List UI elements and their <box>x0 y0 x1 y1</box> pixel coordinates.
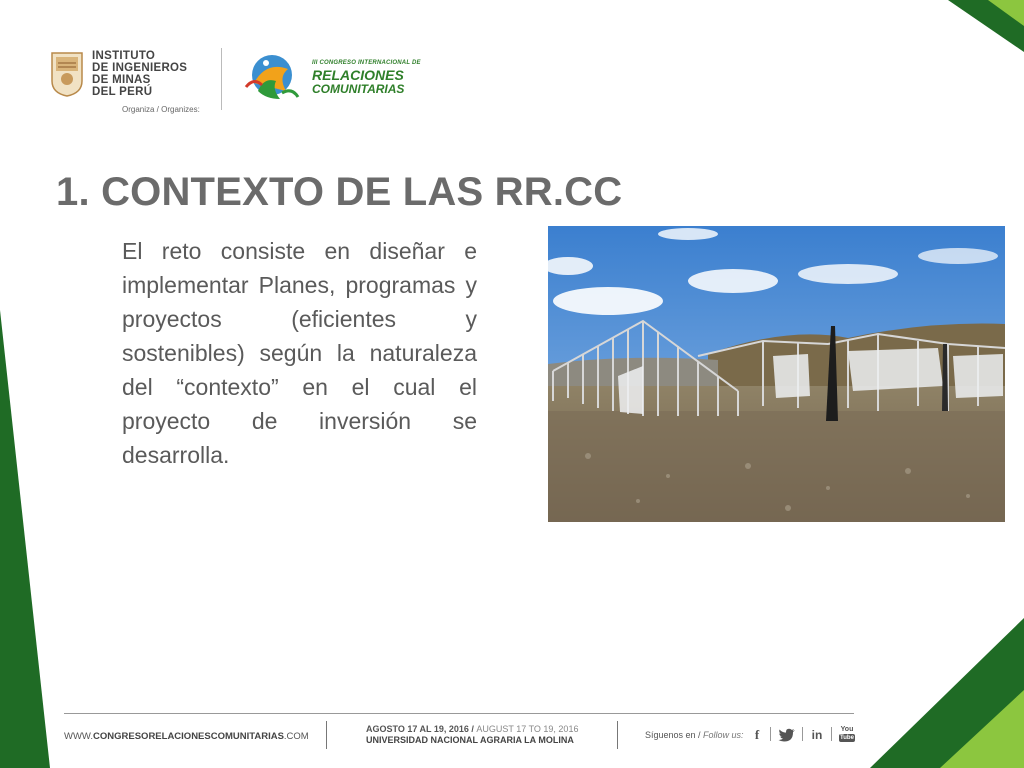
social-separator <box>831 727 832 741</box>
iimp-name-line: DE MINAS <box>92 74 151 86</box>
footer-rule <box>64 713 854 714</box>
iimp-name-line: INSTITUTO <box>92 50 156 62</box>
social-separator <box>770 727 771 741</box>
follow-us-es: Síguenos en / <box>645 730 704 740</box>
website-main: CONGRESORELACIONESCOMUNITARIAS <box>93 731 284 742</box>
event-dates <box>366 724 578 734</box>
greenhouse-landscape-photo <box>548 226 1005 522</box>
footer-separator <box>617 721 618 749</box>
facebook-icon[interactable]: f <box>754 727 760 742</box>
follow-us-label <box>645 730 744 740</box>
event-dates-es: AGOSTO 17 AL 19, 2016 / <box>366 724 477 734</box>
slide-body-text: El reto consiste en diseñar e implementar Planes, programas y proyectos (eficientes y sostenibles) según la naturaleza del “contexto” en el cual el proyecto de inversión se desarrolla. <box>122 238 477 468</box>
youtube-icon-top: You <box>840 726 854 733</box>
iimp-crest-logo <box>50 51 84 97</box>
event-venue: UNIVERSIDAD NACIONAL AGRARIA LA MOLINA <box>366 735 574 745</box>
website-link[interactable] <box>64 731 309 742</box>
congress-edition: III CONGRESO INTERNACIONAL DE <box>312 60 421 66</box>
iimp-name-line: DE INGENIEROS <box>92 62 188 74</box>
congress-name-line2: COMUNITARIAS <box>312 82 405 96</box>
linkedin-icon[interactable]: in <box>811 728 823 742</box>
header-divider <box>221 48 222 110</box>
congress-name-line1: RELACIONES <box>312 67 404 83</box>
twitter-icon[interactable] <box>778 728 796 742</box>
organizes-label: Organiza / Organizes: <box>122 105 200 114</box>
youtube-icon-bottom: Tube <box>840 735 854 741</box>
footer-separator <box>326 721 327 749</box>
website-prefix: WWW. <box>64 731 94 742</box>
iimp-name-line: DEL PERÚ <box>92 86 153 98</box>
iimp-name <box>92 50 187 98</box>
website-suffix: .COM <box>283 731 309 742</box>
youtube-icon[interactable] <box>839 726 855 744</box>
event-dates-en: AUGUST 17 TO 19, 2016 <box>476 724 579 734</box>
social-separator <box>802 727 803 741</box>
follow-us-en: Follow us: <box>703 730 744 740</box>
congress-emblem-logo <box>236 47 308 111</box>
slide-title: 1. CONTEXTO DE LAS RR.CC <box>56 170 623 214</box>
